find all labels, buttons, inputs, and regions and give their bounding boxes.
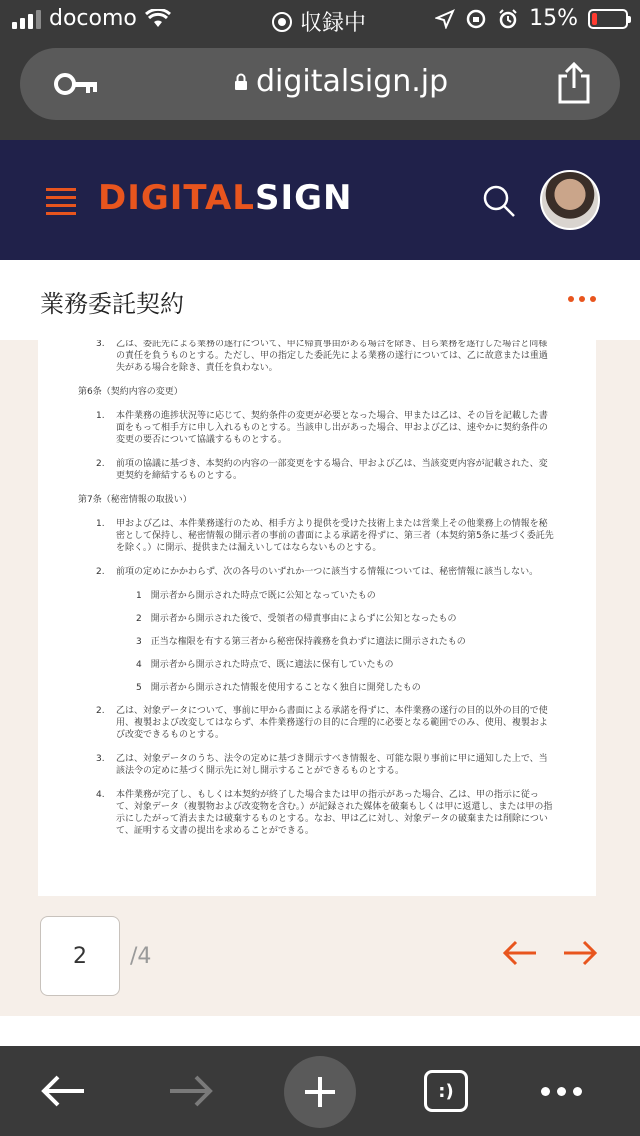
sub-item: 3 正当な権限を有する第三者から秘密保持義務を負わずに適法に開示されたもの <box>136 637 466 647</box>
sub-item: 1 開示者から開示された時点で既に公知となっていたもの <box>136 591 376 601</box>
document-page <box>38 340 596 896</box>
location-icon <box>435 9 455 29</box>
document-title: 業務委託契約 <box>40 290 184 318</box>
logo-sign: SIGN <box>254 178 353 218</box>
clause-item: 2. 乙は、対象データについて、事前に甲から書面による承諾を得ずに、本件業務の遂行の目的以外の目的で使用、複製および改変してはならず、本件業務遂行の目的に合理的に必要となる範囲でのみ、使用、複製および改変できるものとする。 <box>96 706 548 740</box>
clause-item: 2. 前項の協議に基づき、本契約の内容の一部変更をする場合、甲および乙は、当該変更内容が記載された、変更契約を締結するものとする。 <box>96 459 548 481</box>
battery-percent: 15% <box>529 6 578 31</box>
record-icon <box>272 12 292 32</box>
search-icon[interactable] <box>482 184 516 218</box>
more-options-icon[interactable] <box>568 296 596 302</box>
section-heading: 第7条（秘密情報の取扱い） <box>78 495 192 505</box>
signal-icon <box>12 9 41 29</box>
back-arrow-icon[interactable] <box>38 1066 88 1116</box>
clause-item: 1. 甲および乙は、本件業務遂行のため、相手方より提供を受けた技術上または営業上その他業務上の情報を秘密として保持し、秘密情報の開示者の事前の書面による承諾を得ずに、第三者（本契約第5条に基づく委託先を除く。）に開示、提供または漏えいしてはならないものとする。 <box>96 519 554 553</box>
next-page-arrow-icon[interactable] <box>562 940 598 966</box>
recording-indicator <box>272 6 366 37</box>
status-right <box>435 6 628 31</box>
page-total: /4 <box>130 944 152 969</box>
url-display[interactable] <box>234 64 448 99</box>
tabs-icon[interactable]: :) <box>424 1070 468 1112</box>
clause-item: 3. 乙は、委託先による業務の遂行について、甲に帰責事由がある場合を除き、自ら業務を遂行した場合と同様の責任を負うものとする。ただし、甲の指定した委託先による業務の遂行については、乙に故意または重過失がある場合を除き、責任を負わない。 <box>96 340 548 373</box>
address-bar[interactable] <box>20 48 620 120</box>
wifi-icon <box>145 9 171 29</box>
sub-item: 2 開示者から開示された後で、受領者の帰責事由によらずに公知となったもの <box>136 614 457 624</box>
document-viewer[interactable] <box>0 340 640 910</box>
alarm-icon <box>497 8 519 30</box>
site-header <box>0 140 640 260</box>
clause-item: 2. 前項の定めにかかわらず、次の各号のいずれか一つに該当する情報については、秘密情報に該当しない。 <box>96 567 539 577</box>
more-icon[interactable] <box>536 1066 586 1116</box>
battery-icon <box>588 9 628 29</box>
sub-item: 4 開示者から開示された時点で、既に適法に保有していたもの <box>136 660 394 670</box>
plus-icon[interactable] <box>284 1056 356 1128</box>
menu-icon[interactable] <box>46 188 76 214</box>
orientation-lock-icon <box>465 8 487 30</box>
page-footer-strip <box>0 1016 640 1046</box>
document-title-bar <box>0 260 640 340</box>
avatar[interactable] <box>540 170 600 230</box>
prev-page-arrow-icon[interactable] <box>502 940 538 966</box>
section-heading: 第6条（契約内容の変更） <box>78 387 183 397</box>
url-text: digitalsign.jp <box>256 64 449 99</box>
page-navigator <box>0 910 640 1016</box>
clause-item: 4. 本件業務が完了し、もしくは本契約が終了した場合または甲の指示があった場合、乙は、甲の指示に従って、対象データ（複製物および改変物を含む。）が記録された媒体を破棄もしくは甲に返還し、または甲の指示にしたがって消去または破棄するものとする。なお、甲は乙に対し、対象データの破棄または削除について、証明する文書の提出を求めることができる。 <box>96 790 553 836</box>
clause-item: 3. 乙は、対象データのうち、法令の定めに基づき開示すべき情報を、可能な限り事前に甲に通知した上で、当該法令の定めに基づく開示先に対し開示することができるものとする。 <box>96 754 548 776</box>
carrier-label: docomo <box>49 6 137 31</box>
browser-toolbar <box>0 1046 640 1136</box>
status-left <box>12 6 171 31</box>
browser-top-chrome <box>0 0 640 140</box>
logo-digital: DIGITAL <box>98 178 255 218</box>
status-bar <box>0 0 640 40</box>
clause-item: 1. 本件業務の進捗状況等に応じて、契約条件の変更が必要となった場合、甲または乙は、その旨を記載した書面をもって相手方に申し入れるものとする。当該申し出があった場合、甲および乙は、速やかに契約条件の変更の要否について協議するものとする。 <box>96 411 548 445</box>
page-number-input[interactable]: 2 <box>40 916 120 996</box>
site-logo[interactable] <box>98 178 352 218</box>
sub-item: 5 開示者から開示された情報を使用することなく独自に開発したもの <box>136 683 421 693</box>
key-icon[interactable] <box>54 72 100 96</box>
recording-label: 収録中 <box>300 11 367 36</box>
forward-arrow-icon[interactable] <box>166 1066 216 1116</box>
lock-icon <box>234 73 248 91</box>
share-icon[interactable] <box>556 62 592 104</box>
